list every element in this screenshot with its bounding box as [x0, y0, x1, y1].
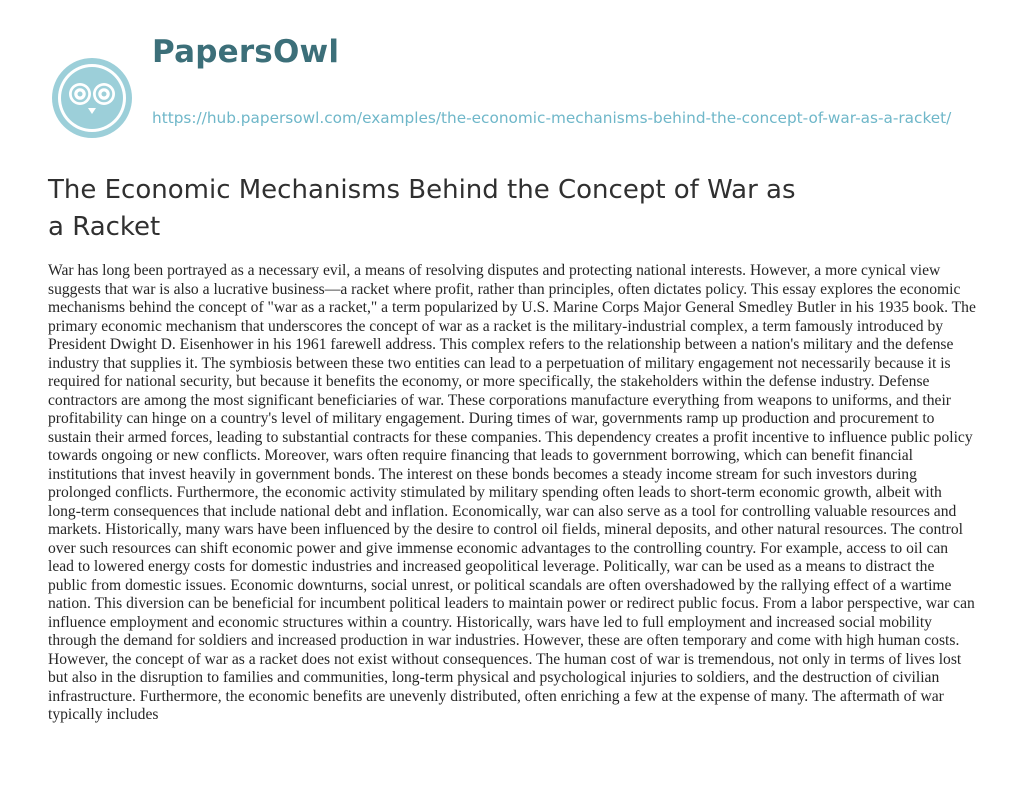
essay-title: The Economic Mechanisms Behind the Concept of War as a Racket — [48, 175, 796, 242]
essay-body: War has long been portrayed as a necessary evil, a means of resolving disputes and protecting national interests. However, a more cynical view suggests that war is also a lucrative business—a racket where profit, rather than principles, often dictates policy. This essay explores the economic mechanisms behind the concept of "war as a racket," a term popularized by U.S. Marine Corps Major General Smedley Butler in his 1935 book. The primary economic mechanism that underscores the concept of war as a racket is the military-industrial complex, a term famously introduced by President Dwight D. Eisenhower in his 1961 farewell address. This complex refers to the relationship between a nation's military and the defense industry that supplies it. The symbiosis between these two entities can lead to a perpetuation of military engagement not necessarily because it is required for national security, but because it benefits the economy, or more specifically, the stakeholders within the defense industry. Defense contractors are among the most significant beneficiaries of war. These corporations manufacture everything from weapons to uniforms, and their profitability can hinge on a country's level of military engagement. During times of war, governments ramp up production and procurement to sustain their armed forces, leading to substantial contracts for these companies. This dependency creates a profit incentive to influence public policy towards ongoing or new conflicts. Moreover, wars often require financing that leads to government borrowing, which can benefit financial institutions that invest heavily in government bonds. The interest on these bonds becomes a steady income stream for such investors during prolonged conflicts. Furthermore, the economic activity stimulated by military spending often leads to short-term economic growth, albeit with long-term consequences that include national debt and inflation. Economically, war can also serve as a tool for controlling valuable resources and markets. Historically, many wars have been influenced by the desire to control oil fields, mineral deposits, and other natural resources. The control over such resources can shift economic power and give immense economic advantages to the controlling country. For example, access to oil can lead to lowered energy costs for domestic industries and increased geopolitical leverage. Politically, war can be used as a means to distract the public from domestic issues. Economic downturns, social unrest, or political scandals are often overshadowed by the rallying effect of a wartime nation. This diversion can be beneficial for incumbent political leaders to maintain power or redirect public focus. From a labor perspective, war can influence employment and economic structures within a country. Historically, wars have led to full employment and increased social mobility through the demand for soldiers and increased production in war industries. However, these are often temporary and come with high human costs. However, the concept of war as a racket does not exist without consequences. The human cost of war is tremendous, not only in terms of lives lost but also in the disruption to families and communities, long-term physical and psychological injuries to soldiers, and the destruction of civilian infrastructure. Furthermore, the economic benefits are unevenly distributed, often enriching a few at the expense of many. The aftermath of war typically includes — [48, 262, 976, 723]
site-header — [48, 34, 988, 154]
owl-logo-icon[interactable] — [48, 54, 136, 142]
source-url-link[interactable]: https://hub.papersowl.com/examples/the-economic-mechanisms-behind-the-concept-of-war-as-a-racket/ — [152, 109, 952, 127]
brand-name[interactable]: PapersOwl — [152, 34, 340, 70]
